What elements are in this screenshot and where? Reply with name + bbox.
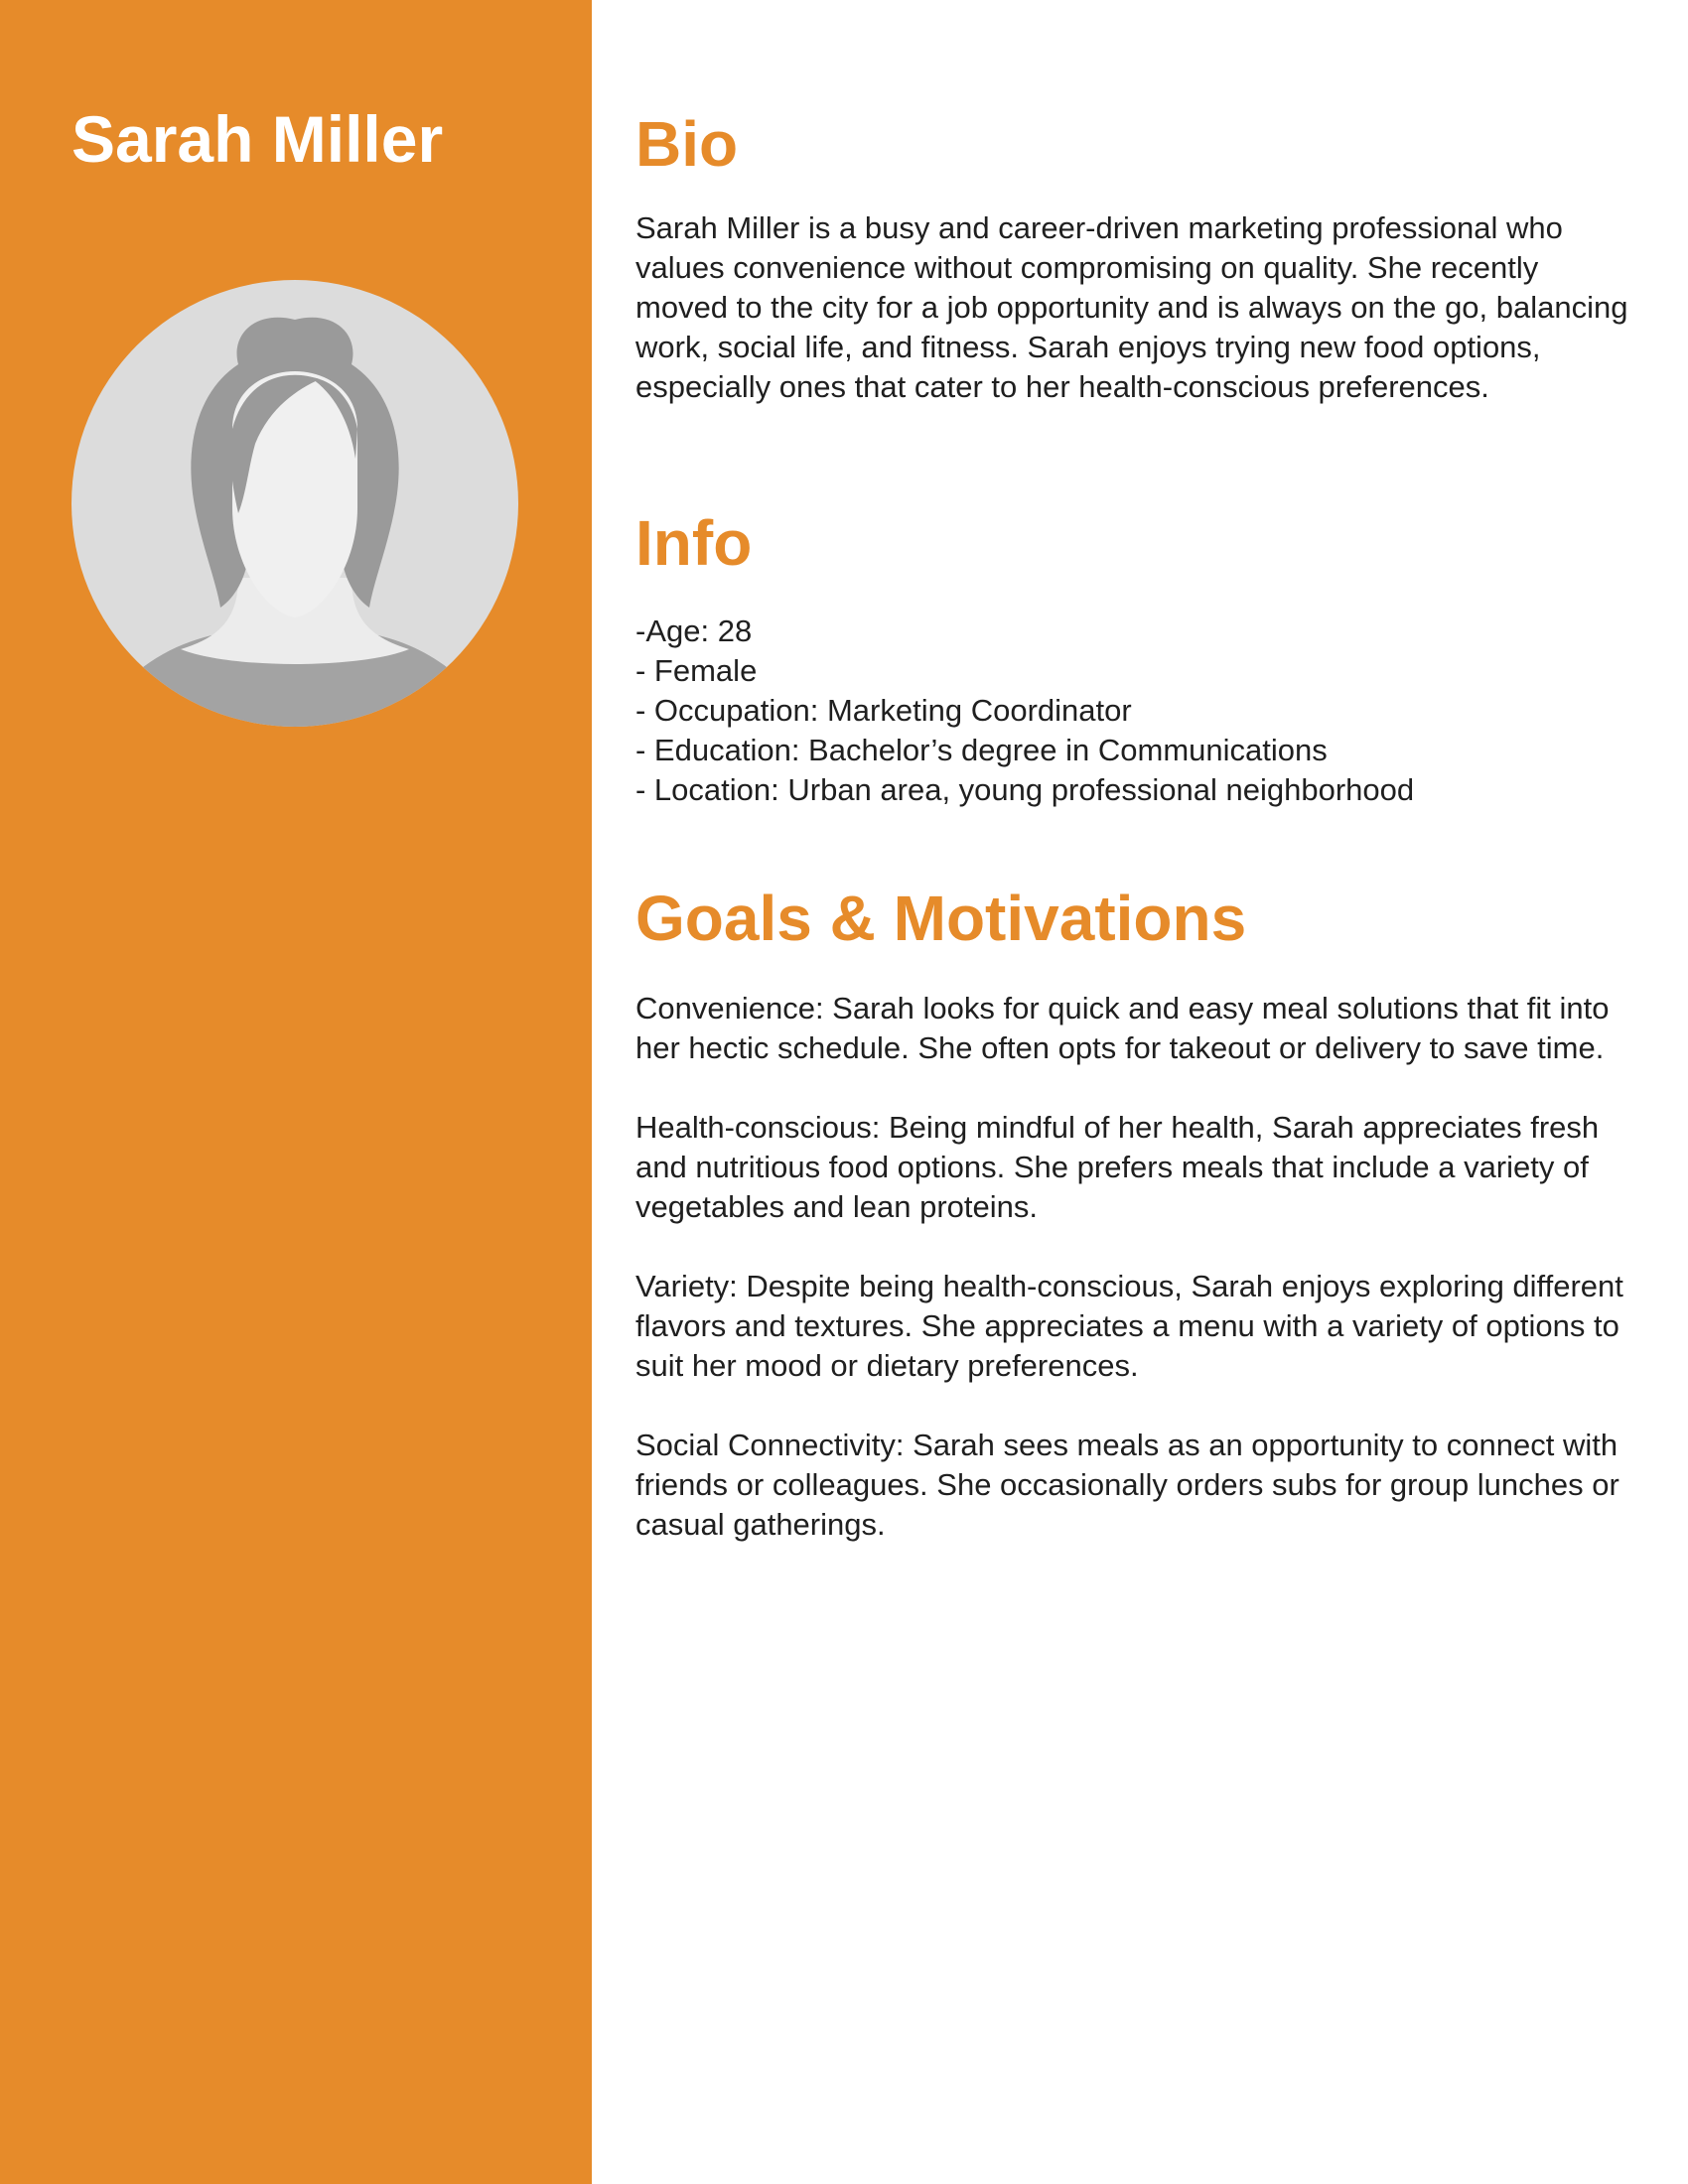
sidebar-panel bbox=[0, 0, 592, 2184]
info-item-occupation: - Occupation: Marketing Coordinator bbox=[635, 693, 1132, 728]
avatar bbox=[71, 280, 518, 727]
info-heading: Info bbox=[635, 507, 753, 579]
goals-list bbox=[635, 989, 1628, 1584]
goal-social-connectivity: Social Connectivity: Sarah sees meals as an opportunity to connect with friends or colleagues. She occasionally orders subs for group lunches or casual gatherings. bbox=[635, 1428, 1619, 1542]
info-item-education: - Education: Bachelor’s degree in Communications bbox=[635, 733, 1328, 767]
bio-heading: Bio bbox=[635, 108, 739, 180]
goal-variety: Variety: Despite being health-conscious, Sarah enjoys exploring different flavors and textures. She appreciates a menu with a variety of options to suit her mood or dietary preferences. bbox=[635, 1269, 1623, 1383]
goal-health-conscious: Health-conscious: Being mindful of her health, Sarah appreciates fresh and nutritious food options. She prefers meals that include a variety of vegetables and lean proteins. bbox=[635, 1110, 1600, 1224]
woman-silhouette-icon bbox=[71, 280, 518, 727]
bio-text: Sarah Miller is a busy and career-driven marketing professional who values convenience without compromising on quality. She recently moved to the city for a job opportunity and is always on the go, balancing work, social life, and fitness. Sarah enjoys trying new food options, especially ones that cater to her health-conscious preferences. bbox=[635, 210, 1628, 404]
persona-name: Sarah Miller bbox=[71, 102, 444, 176]
info-item-gender: - Female bbox=[635, 653, 758, 688]
goal-convenience: Convenience: Sarah looks for quick and easy meal solutions that fit into her hectic schedule. She often opts for takeout or delivery to save time. bbox=[635, 991, 1610, 1065]
goals-heading: Goals & Motivations bbox=[635, 883, 1247, 954]
info-item-age: -Age: 28 bbox=[635, 614, 753, 648]
info-item-location: - Location: Urban area, young professional neighborhood bbox=[635, 772, 1415, 807]
info-list bbox=[635, 612, 1628, 810]
